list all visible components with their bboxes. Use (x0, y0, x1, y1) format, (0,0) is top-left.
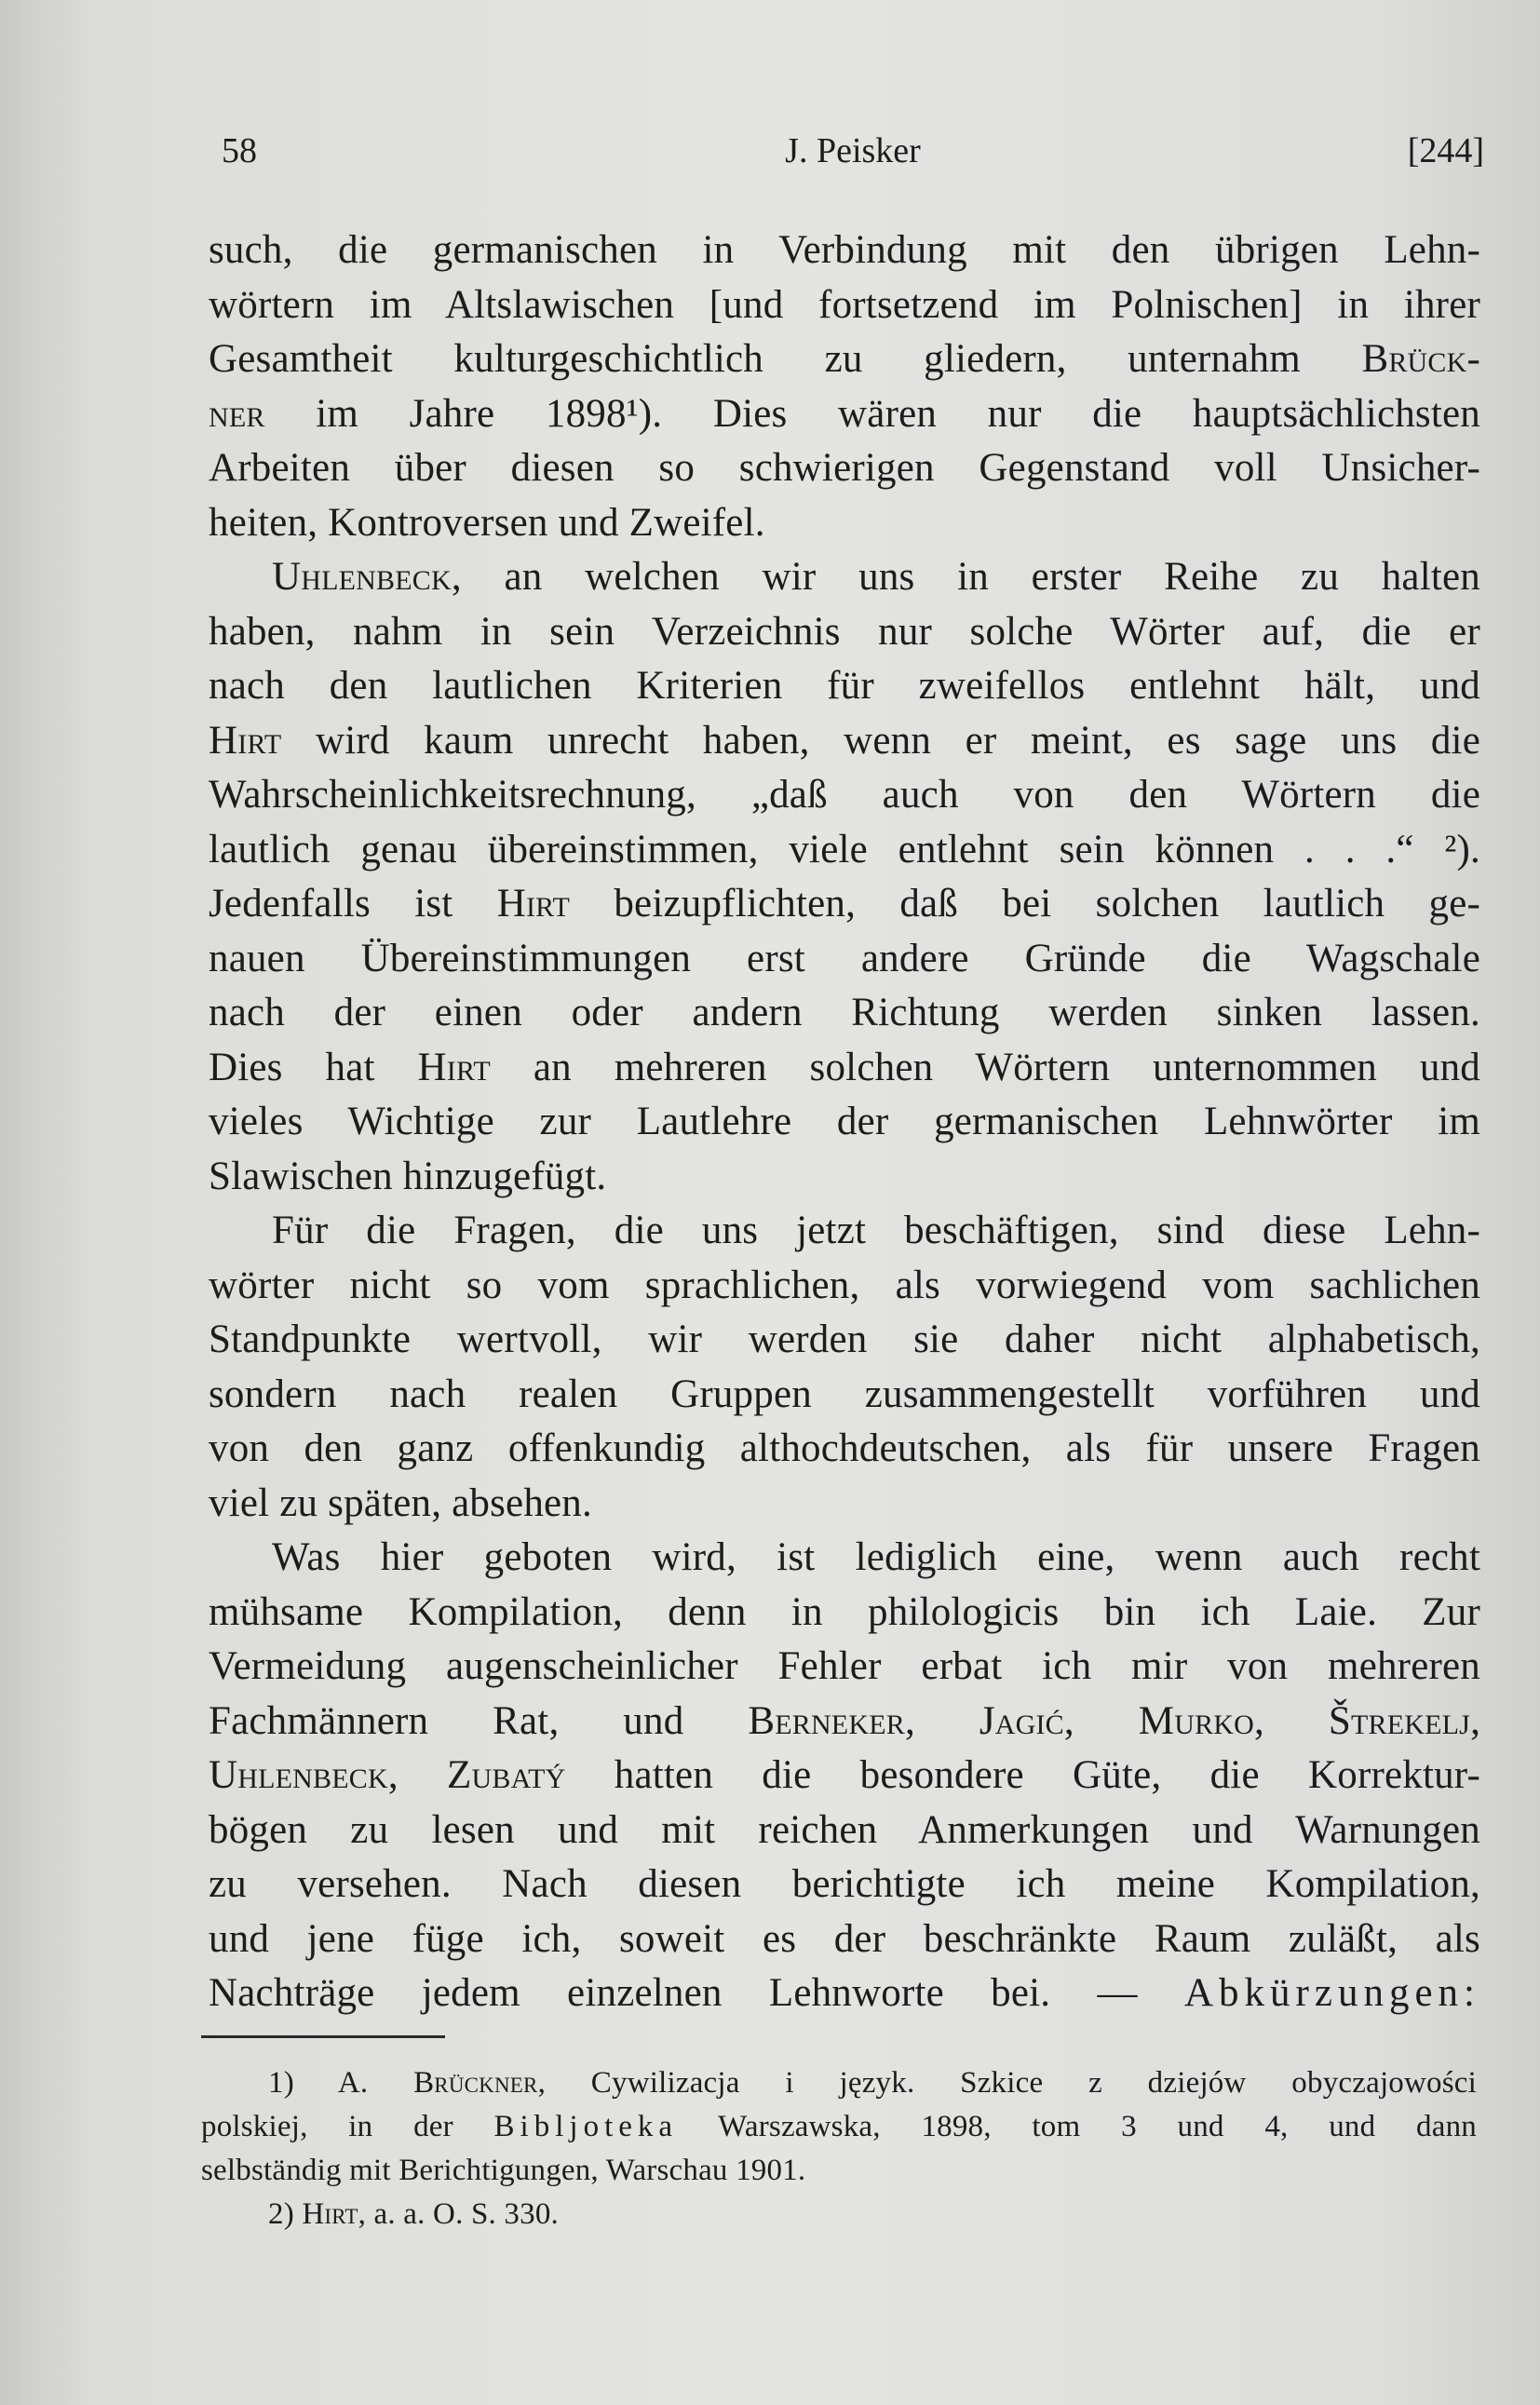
text-line (209, 659, 1480, 714)
text-run: heiten, Kontroversen und Zweifel. (209, 500, 765, 545)
text-run: Wahrscheinlichkeitsrechnung, „daß auch von den Wörtern die (209, 773, 1480, 817)
text-run: such, die germanischen in Verbindung mit den übrigen Lehn- (209, 228, 1480, 272)
text-run: Nachträge jedem einzelnen Lehnworte bei. — (209, 1971, 1184, 2015)
text-line (209, 1804, 1480, 1858)
text-line (209, 714, 1480, 769)
text-line (209, 877, 1480, 932)
text-line (209, 768, 1480, 823)
text-line (209, 332, 1480, 387)
author-name: ner (209, 391, 265, 436)
author-name: Hirt (496, 882, 571, 926)
text-run: und jene füge ich, soweit es der beschränkte Raum zuläßt, als (209, 1916, 1480, 1961)
author-name: Uhlenbeck (209, 1753, 388, 1797)
text-run: wörtern im Altslawischen [und fortsetzend im Polnischen] in ihrer (209, 282, 1480, 327)
text-line (209, 1041, 1480, 1096)
text-line (209, 823, 1480, 878)
page-number: 58 (222, 131, 257, 170)
text-run: nach der einen oder andern Richtung werden sinken lassen. (209, 991, 1480, 1034)
author-name: Hirt (302, 2197, 358, 2231)
text-run: Fachmännern Rat, und (209, 1698, 749, 1743)
text-run: Standpunkte wertvoll, wir werden sie daher nicht alphabetisch, (209, 1317, 1480, 1361)
text-run: Arbeiten über diesen so schwierigen Gegenstand voll Unsicher- (209, 446, 1480, 490)
text-run: Für die Fragen, die uns jetzt beschäftigen, sind diese Lehn- (272, 1209, 1480, 1252)
text-line (209, 1640, 1480, 1695)
text-line (209, 1477, 1480, 1532)
text-run: , (1470, 1698, 1481, 1743)
text-run: Jedenfalls ist (209, 882, 497, 926)
author-name: Brückner (413, 2066, 538, 2100)
footnote (201, 2193, 1477, 2236)
text-line (201, 2105, 1477, 2149)
text-line (209, 1422, 1480, 1477)
paragraph (209, 223, 1480, 550)
author-name: Štrekelj (1328, 1698, 1471, 1743)
text-run: haben, nahm in sein Verzeichnis nur solche Wörter auf, die er (209, 609, 1480, 654)
text-run: vieles Wichtige zur Lautlehre der germanischen Lehnwörter im (209, 1100, 1480, 1143)
paragraph (209, 1531, 1480, 2021)
text-line (209, 1095, 1480, 1150)
text-line (209, 1368, 1480, 1423)
text-line (209, 605, 1480, 660)
text-run: im Jahre 1898¹). Dies wären nur die hauptsächlichsten (264, 391, 1480, 436)
author-name: Hirt (417, 1045, 491, 1089)
text-run: , a. a. O. S. 330. (358, 2197, 559, 2231)
page-header (222, 130, 1484, 177)
text-run: , (904, 1698, 979, 1743)
text-run: bögen zu lesen und mit reichen Anmerkungen und Warnungen (209, 1807, 1480, 1852)
text-run: mühsame Kompilation, denn in philologicis bin ich Laie. Zur (209, 1589, 1480, 1634)
text-run: beizupflichten, daß bei solchen lautlich ge- (570, 882, 1480, 926)
paragraph (209, 550, 1480, 1204)
text-line (209, 278, 1480, 333)
text-run: selbständig mit Berichtigungen, Warschau 1901. (201, 2154, 806, 2187)
text-run: Warszawska, 1898, tom 3 und 4, und dann (678, 2110, 1477, 2143)
text-line (201, 2149, 1477, 2193)
author-name: Zubatý (447, 1753, 566, 1797)
text-line (209, 1313, 1480, 1368)
text-line (201, 2193, 1477, 2236)
text-run: 1) A. (268, 2066, 414, 2100)
text-line (209, 1749, 1480, 1804)
footnote (201, 2061, 1477, 2193)
text-run: , (1254, 1698, 1329, 1743)
text-line (209, 1695, 1480, 1750)
author-name: Uhlenbeck (272, 555, 452, 599)
text-line (209, 1204, 1480, 1259)
text-line (201, 2061, 1477, 2105)
text-run: 2) (268, 2197, 303, 2231)
text-run: nauen Übereinstimmungen erst andere Gründe die Wagschale (209, 936, 1480, 980)
text-run: Gesamtheit kulturgeschichtlich zu gliedern, unternahm (209, 337, 1362, 381)
author-name: Murko (1138, 1698, 1255, 1743)
text-run: nach den lautlichen Kriterien für zweifellos entlehnt hält, und (209, 664, 1480, 708)
text-run: , an welchen wir uns in erster Reihe zu halten (451, 555, 1480, 599)
text-run: Dies hat (209, 1045, 418, 1089)
text-run: Vermeidung augenscheinlicher Fehler erbat ich mir von mehreren (209, 1644, 1480, 1688)
text-run: viel zu späten, absehen. (209, 1480, 592, 1525)
text-line (209, 1966, 1480, 2021)
spaced-text: Bibljoteka (493, 2110, 679, 2143)
text-run: zu versehen. Nach diesen berichtigte ich meine Kompilation, (209, 1862, 1480, 1906)
text-run: , (1063, 1698, 1139, 1743)
text-run: Slawischen hinzugefügt. (209, 1154, 607, 1198)
text-run: wird kaum unrecht haben, wenn er meint, es sage uns die (281, 718, 1480, 763)
author-name: Jagić (979, 1698, 1064, 1743)
author-name: Hirt (209, 718, 282, 763)
text-run: hatten die besondere Güte, die Korrektur- (565, 1753, 1480, 1797)
spaced-text: Abkürzungen: (1184, 1971, 1480, 2015)
text-line (209, 550, 1480, 605)
text-line (209, 986, 1480, 1041)
text-line (209, 223, 1480, 278)
paragraph (209, 1204, 1480, 1531)
text-line (209, 1912, 1480, 1967)
footnotes (201, 2061, 1477, 2236)
text-run: sondern nach realen Gruppen zusammengestellt vorführen und (209, 1371, 1480, 1416)
running-head-author: J. Peisker (785, 131, 921, 170)
text-line (209, 1858, 1480, 1912)
text-run: lautlich genau übereinstimmen, viele entlehnt sein können . . .“ ²). (209, 827, 1480, 871)
text-run: , Cywilizacja i język. Szkice z dziejów obyczajowości (537, 2066, 1477, 2100)
text-run: polskiej, in der (201, 2110, 494, 2143)
text-run: an mehreren solchen Wörtern unternommen und (490, 1045, 1480, 1089)
text-line (209, 1531, 1480, 1586)
text-line (209, 932, 1480, 987)
main-text (209, 223, 1480, 2021)
original-page-reference: [244] (1407, 131, 1484, 170)
text-run: Was hier geboten wird, ist lediglich eine, wenn auch recht (272, 1535, 1480, 1579)
text-run: von den ganz offenkundig althochdeutschen, als für unsere Fragen (209, 1426, 1480, 1470)
text-line (209, 496, 1480, 551)
text-line (209, 441, 1480, 496)
author-name: Berneker (748, 1698, 905, 1743)
text-line (209, 1150, 1480, 1205)
text-run: , (387, 1753, 448, 1797)
text-line (209, 1586, 1480, 1641)
footnote-separator (201, 2035, 445, 2038)
text-line (209, 387, 1480, 442)
text-line (209, 1259, 1480, 1314)
text-run: wörter nicht so vom sprachlichen, als vorwiegend vom sachlichen (209, 1263, 1480, 1307)
author-name: Brück- (1361, 337, 1480, 381)
